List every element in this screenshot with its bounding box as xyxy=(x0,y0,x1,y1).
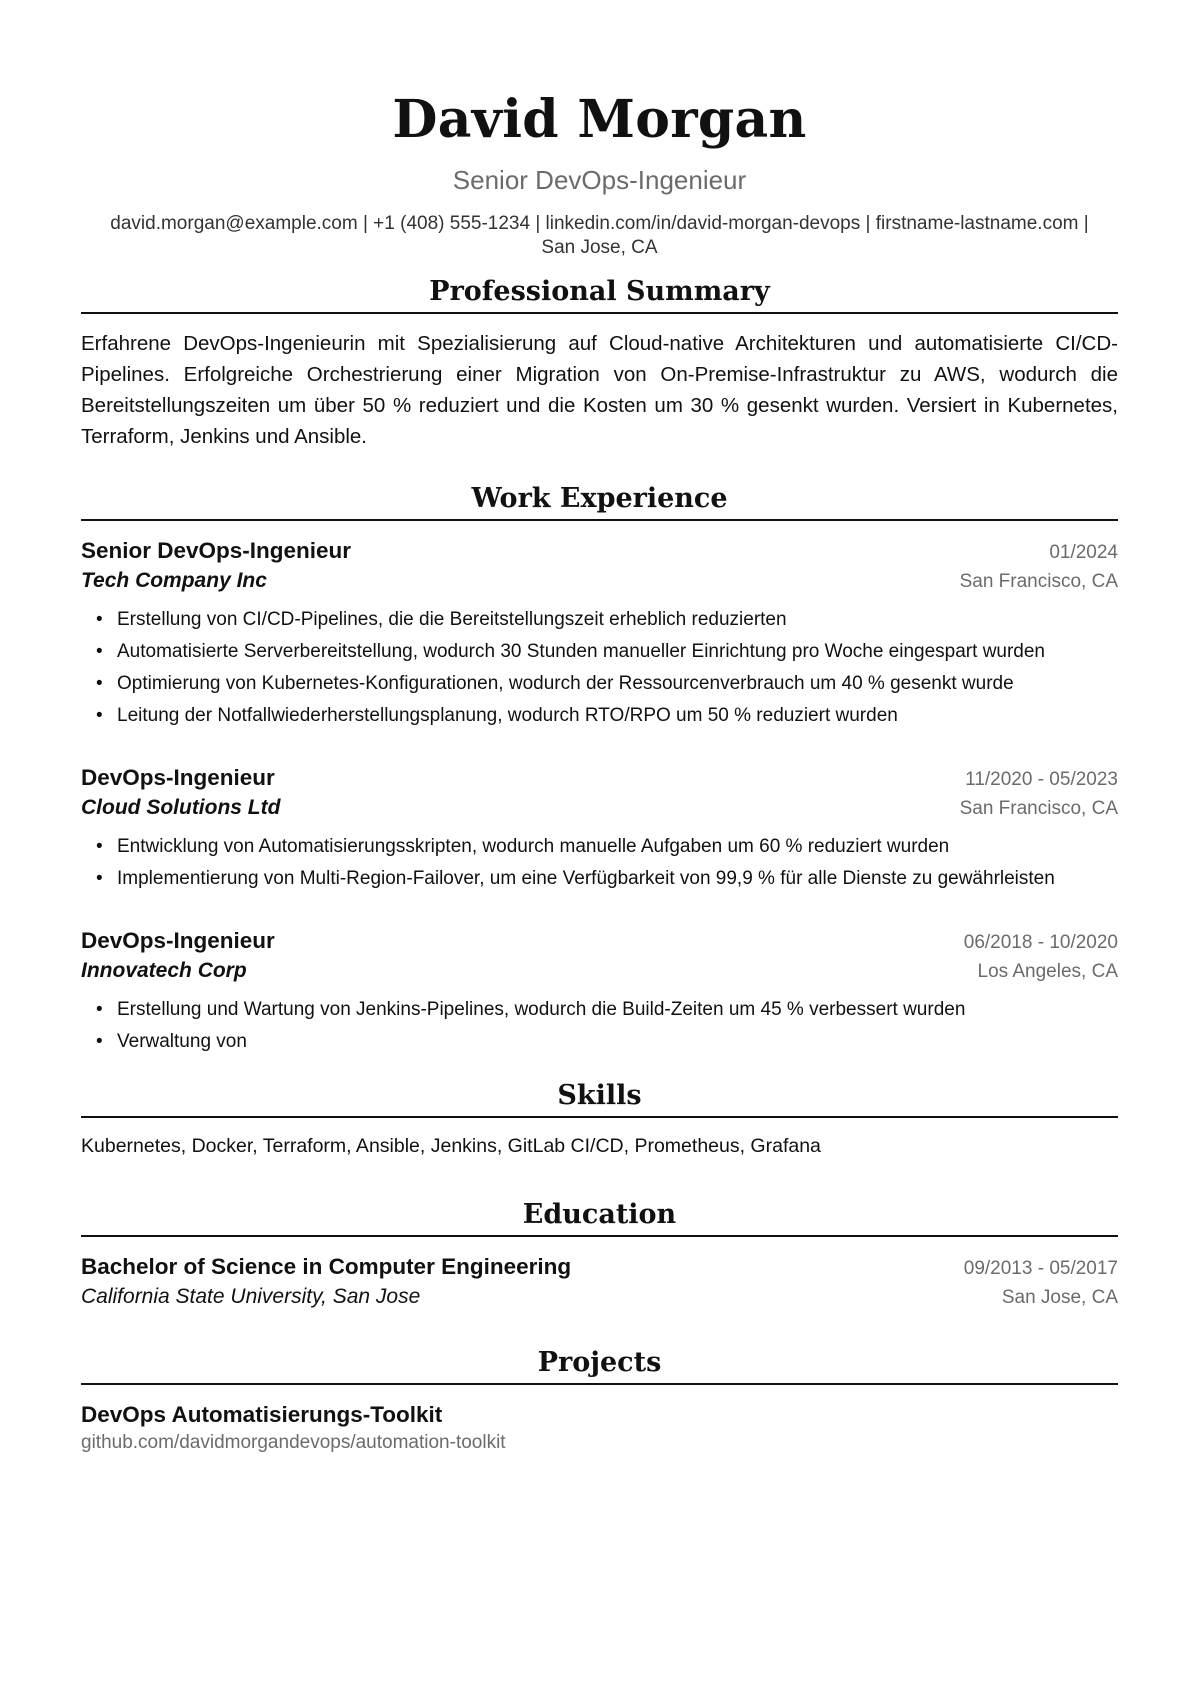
education-section xyxy=(81,1197,1118,1311)
bullet-item: • Verwaltung von xyxy=(117,1026,1118,1058)
section-heading: Skills xyxy=(81,1078,1118,1118)
project-link[interactable]: github.com/davidmorgandevops/automation-toolkit xyxy=(81,1432,506,1453)
job-role: Senior DevOps-Ingenieur xyxy=(81,538,352,563)
project-entry xyxy=(81,1399,1118,1456)
job-role: DevOps-Ingenieur xyxy=(81,765,275,790)
degree: Bachelor of Science in Computer Engineering xyxy=(81,1254,572,1279)
bullet-item: • Erstellung und Wartung von Jenkins-Pipelines, wodurch die Build-Zeiten um 45 % verbessert wurden xyxy=(117,994,1118,1026)
job-date: 11/2020 - 05/2023 xyxy=(965,769,1118,790)
job-bullets xyxy=(81,604,1118,732)
contact-location: San Jose, CA xyxy=(541,237,658,258)
bullet-item: • Erstellung von CI/CD-Pipelines, die die Bereitstellungszeit erheblich reduzierten xyxy=(117,604,1118,636)
bullet-item: • Leitung der Notfallwiederherstellungsplanung, wodurch RTO/RPO um 50 % reduziert wurden xyxy=(117,700,1118,732)
job-entry xyxy=(81,925,1118,1058)
job-entry xyxy=(81,535,1118,732)
skills-section xyxy=(81,1078,1118,1159)
section-heading: Projects xyxy=(81,1345,1118,1385)
candidate-title: Senior DevOps-Ingenieur xyxy=(452,165,747,195)
education-location: San Jose, CA xyxy=(1001,1287,1118,1308)
section-heading: Education xyxy=(81,1197,1118,1237)
job-entry xyxy=(81,762,1118,895)
contact-line: david.morgan@example.com | +1 (408) 555-1234 | linkedin.com/in/david-morgan-devops | firstname-lastname.com | xyxy=(110,213,1089,234)
bullet-item: • Automatisierte Serverbereitstellung, wodurch 30 Stunden manueller Einrichtung pro Woche eingespart wurden xyxy=(117,636,1118,668)
candidate-name: David Morgan xyxy=(392,89,807,150)
experience-section xyxy=(81,481,1118,1058)
job-bullets xyxy=(81,831,1118,895)
job-location: San Francisco, CA xyxy=(959,571,1118,592)
job-date: 01/2024 xyxy=(1049,542,1118,563)
bullet-item: • Optimierung von Kubernetes-Konfigurationen, wodurch der Ressourcenverbrauch um 40 % gesenkt wurde xyxy=(117,668,1118,700)
summary-section xyxy=(81,274,1118,452)
job-location: San Francisco, CA xyxy=(959,798,1118,819)
project-name: DevOps Automatisierungs-Toolkit xyxy=(81,1402,443,1427)
job-company: Innovatech Corp xyxy=(81,959,247,982)
job-location: Los Angeles, CA xyxy=(977,961,1118,982)
job-date: 06/2018 - 10/2020 xyxy=(963,932,1118,953)
school: California State University, San Jose xyxy=(81,1285,421,1308)
bullet-item: • Entwicklung von Automatisierungsskripten, wodurch manuelle Aufgaben um 60 % reduziert wurden xyxy=(117,831,1118,863)
summary-text: Erfahrene DevOps-Ingenieurin mit Spezialisierung auf Cloud-native Architekturen und automatisierte CI/CD-Pipelines. Erfolgreiche Orchestrierung einer Migration von On-Premise-Infrastruktur zu AWS, wodurch die Bereitstellungszeiten um über 50 % reduziert und die Kosten um 30 % gesenkt wurden. Versiert in Kubernetes, Terraform, Jenkins und Ansible. xyxy=(81,332,1118,448)
section-heading: Work Experience xyxy=(81,481,1118,521)
job-bullets xyxy=(81,994,1118,1058)
job-role: DevOps-Ingenieur xyxy=(81,928,275,953)
projects-section xyxy=(81,1345,1118,1456)
contact-info xyxy=(81,212,1118,260)
education-date: 09/2013 - 05/2017 xyxy=(963,1258,1118,1279)
education-entry xyxy=(81,1251,1118,1311)
bullet-item: • Implementierung von Multi-Region-Failover, um eine Verfügbarkeit von 99,9 % für alle Dienste zu gewährleisten xyxy=(117,863,1118,895)
section-heading: Professional Summary xyxy=(81,274,1118,314)
skills-list: Kubernetes, Docker, Terraform, Ansible, Jenkins, GitLab CI/CD, Prometheus, Grafana xyxy=(81,1135,821,1157)
job-company: Tech Company Inc xyxy=(81,569,267,592)
job-company: Cloud Solutions Ltd xyxy=(81,796,281,819)
